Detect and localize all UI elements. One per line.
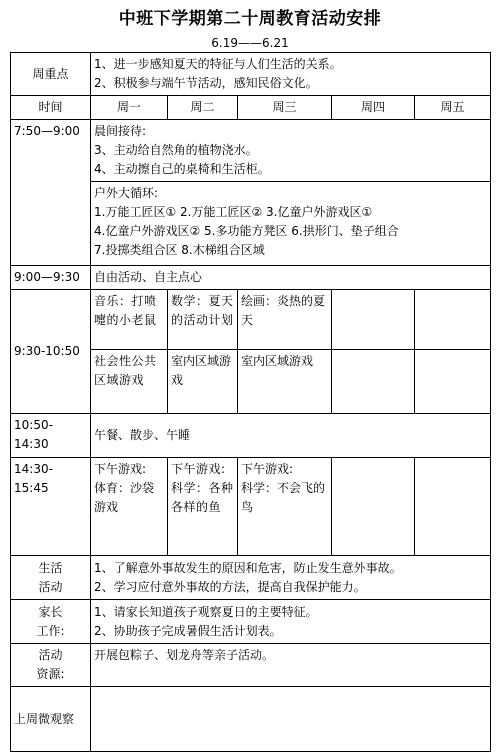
- header-wed: 周三: [238, 96, 332, 120]
- focus-item-1: 1、进一步感知夏天的特征与人们生活的关系。: [94, 57, 342, 71]
- session1-fri-b: [415, 350, 491, 414]
- session2-tue-line-2: 科学：各种各样的鱼: [171, 481, 234, 514]
- resources-text: 开展包粽子、划龙舟等亲子活动。: [91, 644, 491, 687]
- focus-row: [11, 53, 491, 96]
- reception-item-2: 4、主动擦自己的桌椅和生活柜。: [94, 162, 270, 176]
- outdoor-line-3: 7.投掷类组合区 8.木梯组合区域: [94, 243, 265, 257]
- reception-item-1: 3、主动给自然角的植物浇水。: [94, 143, 258, 157]
- parent-content: [91, 600, 491, 644]
- life-label: [11, 556, 91, 600]
- life-content: [91, 556, 491, 600]
- lunch-text: 午餐、散步、午睡: [91, 414, 491, 458]
- parent-label-2: 工作:: [36, 623, 65, 638]
- free-time: 9:00—9:30: [11, 266, 91, 290]
- parent-item-1: 1、请家长知道孩子观察夏日的主要特征。: [94, 604, 318, 619]
- session2-mon: [91, 458, 168, 556]
- reception-row: [11, 120, 491, 182]
- parent-label: [11, 600, 91, 644]
- observation-label: 上周微观察: [11, 687, 91, 752]
- reception-content: [91, 120, 491, 182]
- session2-mon-line-2: 体育：沙袋游戏: [94, 481, 155, 514]
- resources-label-2: 资源:: [36, 667, 65, 681]
- parent-item-2: 2、协助孩子完成暑假生活计划表。: [94, 623, 282, 638]
- outdoor-line-1: 1.万能工匠区① 2.万能工匠区② 3.亿童户外游戏区①: [94, 205, 373, 219]
- session1-fri-a: [415, 290, 491, 350]
- session1-thu-b: [332, 350, 415, 414]
- focus-content: [91, 53, 491, 96]
- free-row: [11, 266, 491, 290]
- resources-label-1: 活动: [38, 648, 63, 662]
- session2-row: [11, 458, 491, 556]
- outdoor-content: [91, 182, 491, 266]
- header-mon: 周一: [91, 96, 168, 120]
- lunch-time: 10:50-14:30: [11, 414, 91, 458]
- session2-wed-line-1: 下午游戏:: [241, 462, 294, 476]
- focus-label: 周重点: [11, 53, 91, 96]
- resources-row: [11, 644, 491, 687]
- session2-wed-line-2: 科学：不会飞的鸟: [241, 481, 326, 514]
- free-text: 自由活动、自主点心: [91, 266, 491, 290]
- reception-title: 晨间接待:: [94, 124, 147, 138]
- page-title: 中班下学期第二十周教育活动安排: [118, 9, 382, 29]
- parent-row: [11, 600, 491, 644]
- life-label-2: 活动: [38, 579, 63, 594]
- header-fri: 周五: [415, 96, 491, 120]
- session2-tue: [168, 458, 238, 556]
- session1-tue-b: 室内区域游戏: [168, 350, 238, 414]
- session1-wed-a: 绘画：炎热的夏天: [238, 290, 332, 350]
- outdoor-title: 户外大循环:: [94, 186, 159, 200]
- header-time: 时间: [11, 96, 91, 120]
- session1-wed-b: 室内区域游戏: [238, 350, 332, 414]
- session2-mon-line-1: 下午游戏:: [94, 462, 147, 476]
- date-range: 6.19——6.21: [211, 36, 289, 50]
- resources-label: [11, 644, 91, 687]
- parent-label-1: 家长: [38, 604, 63, 619]
- lunch-row: [11, 414, 491, 458]
- session1-mon-b: 社会性公共区域游戏: [91, 350, 168, 414]
- session2-fri: [415, 458, 491, 556]
- session2-tue-line-1: 下午游戏:: [171, 462, 226, 476]
- session1-tue-a: 数学：夏天的活动计划: [168, 290, 238, 350]
- morning-time: 7:50—9:00: [11, 120, 91, 266]
- session1-time: 9:30-10:50: [11, 290, 91, 414]
- life-item-2: 2、学习应付意外事故的方法，提高自我保护能力。: [94, 579, 366, 594]
- session1-mon-a: 音乐：打喷嚏的小老鼠: [91, 290, 168, 350]
- header-tue: 周二: [168, 96, 238, 120]
- life-item-1: 1、了解意外事故发生的原因和危害，防止发生意外事故。: [94, 560, 402, 575]
- outdoor-line-2: 4.亿童户外游戏区② 5.多功能方凳区 6.拱形门、垫子组合: [94, 224, 399, 238]
- header-row: [11, 96, 491, 120]
- focus-item-2: 2、积极参与端午节活动，感知民俗文化。: [94, 76, 318, 90]
- header-thu: 周四: [332, 96, 415, 120]
- session2-thu: [332, 458, 415, 556]
- schedule-table: [10, 52, 491, 752]
- life-row: [11, 556, 491, 600]
- life-label-1: 生活: [38, 560, 63, 575]
- session2-time: 14:30-15:45: [11, 458, 91, 556]
- session2-wed: [238, 458, 332, 556]
- session1-thu-a: [332, 290, 415, 350]
- session1-row-a: [11, 290, 491, 350]
